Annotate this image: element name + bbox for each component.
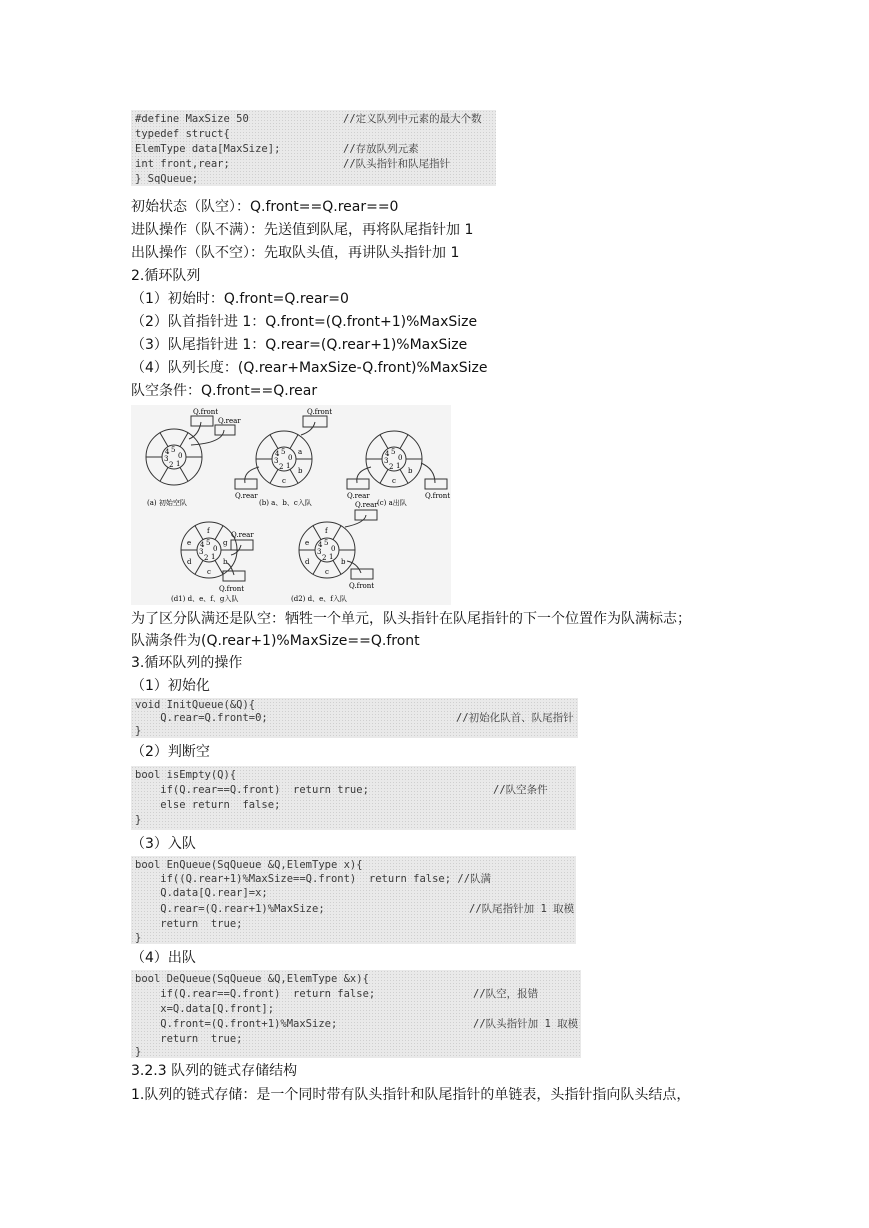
code-line: #define MaxSize 50: [135, 113, 249, 125]
svg-text:3: 3: [274, 457, 279, 465]
code-line: int front,rear;: [135, 158, 230, 170]
code-block-struct: [131, 110, 496, 186]
svg-text:Q.rear: Q.rear: [231, 531, 254, 539]
code-line: bool DeQueue(SqQueue &Q,ElemType &x){: [135, 973, 369, 985]
slot-number: 4: [165, 448, 170, 456]
code-comment: //存放队列元素: [343, 143, 419, 155]
code-line: } SqQueue;: [135, 173, 199, 185]
caption-c: (c) a出队: [377, 499, 407, 507]
code-line: Q.rear=(Q.rear+1)%MaxSize;: [135, 903, 325, 915]
svg-text:2: 2: [389, 463, 394, 471]
heading-dequeue: （4）出队: [131, 950, 196, 966]
front-label: Q.front: [193, 408, 219, 416]
svg-text:3: 3: [317, 548, 322, 556]
svg-text:c: c: [392, 477, 396, 485]
diagram-b: [256, 431, 312, 487]
code-line: return true;: [135, 918, 243, 930]
code-line: Q.rear=Q.front=0;: [135, 712, 268, 724]
text-line-full-condition: 队满条件为(Q.rear+1)%MaxSize==Q.front: [131, 633, 420, 649]
code-comment: //定义队列中元素的最大个数: [343, 113, 482, 125]
slot-number: 2: [169, 461, 174, 469]
code-line: }: [135, 932, 142, 944]
svg-text:Q.rear: Q.rear: [235, 492, 258, 500]
svg-text:b: b: [408, 467, 413, 475]
svg-text:3: 3: [384, 457, 389, 465]
text-line-init-state: 初始状态（队空）：Q.front==Q.rear==0: [131, 199, 399, 215]
code-line: Q.front=(Q.front+1)%MaxSize;: [135, 1018, 338, 1030]
svg-text:1: 1: [286, 462, 291, 470]
code-comment: //队头指针加 1 取模: [473, 1018, 579, 1030]
svg-text:1: 1: [396, 462, 401, 470]
svg-text:2: 2: [322, 554, 327, 562]
svg-text:0: 0: [213, 545, 218, 553]
svg-text:0: 0: [398, 454, 403, 462]
slot-number: 5: [171, 446, 176, 454]
svg-text:g: g: [223, 539, 228, 547]
code-line: return true;: [135, 1033, 243, 1045]
diagram-c: [366, 431, 422, 487]
caption-a: (a) 初始空队: [147, 499, 187, 507]
code-comment: //队尾指针加 1 取模: [469, 903, 575, 915]
svg-text:b: b: [298, 467, 303, 475]
heading-circular-queue: 2.循环队列: [131, 268, 201, 284]
svg-text:Q.front: Q.front: [349, 582, 375, 590]
svg-text:1: 1: [329, 553, 334, 561]
code-block-dequeue: [131, 970, 581, 1058]
svg-text:5: 5: [324, 539, 329, 547]
svg-text:Q.rear: Q.rear: [347, 492, 370, 500]
text-line-enqueue-op: 进队操作（队不满）：先送值到队尾，再将队尾指针加 1: [131, 222, 474, 238]
svg-text:4: 4: [318, 541, 323, 549]
heading-enqueue: （3）入队: [131, 836, 196, 852]
svg-text:3: 3: [199, 548, 204, 556]
heading-is-empty: （2）判断空: [131, 744, 210, 760]
svg-text:Q.front: Q.front: [425, 492, 451, 500]
slot-number: 1: [176, 460, 181, 468]
code-comment: //队空条件: [493, 784, 548, 796]
code-line: }: [135, 725, 142, 737]
svg-text:c: c: [325, 568, 329, 576]
text-line-rear-advance: （3）队尾指针进 1：Q.rear=(Q.rear+1)%MaxSize: [131, 337, 468, 353]
code-line: typedef struct{: [135, 128, 230, 140]
code-comment: //初始化队首、队尾指针: [456, 712, 574, 724]
code-comment: //队空，报错: [473, 988, 539, 1000]
code-block-is-empty: [131, 766, 576, 830]
circular-queue-figure: [131, 405, 451, 605]
code-line: bool isEmpty(Q){: [135, 769, 237, 781]
svg-text:4: 4: [385, 450, 390, 458]
svg-text:c: c: [282, 477, 286, 485]
text-line-init-time: （1）初始时：Q.front=Q.rear=0: [131, 291, 349, 307]
code-block-enqueue: [131, 856, 576, 944]
svg-text:b: b: [223, 558, 228, 566]
svg-text:2: 2: [279, 463, 284, 471]
text-line-empty-condition: 队空条件：Q.front==Q.rear: [131, 383, 318, 399]
svg-text:a: a: [298, 448, 303, 456]
code-line: x=Q.data[Q.front];: [135, 1003, 275, 1015]
code-line: }: [135, 1046, 142, 1058]
code-line: bool EnQueue(SqQueue &Q,ElemType x){: [135, 859, 363, 871]
svg-text:Q.front: Q.front: [307, 408, 333, 416]
svg-text:c: c: [207, 568, 211, 576]
svg-text:5: 5: [281, 448, 286, 456]
svg-text:0: 0: [288, 454, 293, 462]
diagram-d1: [181, 522, 237, 578]
svg-text:e: e: [305, 539, 310, 547]
code-line: ElemType data[MaxSize];: [135, 143, 281, 155]
svg-text:e: e: [187, 539, 192, 547]
heading-init: （1）初始化: [131, 678, 210, 694]
code-line: if(Q.rear==Q.front) return false;: [135, 988, 376, 1000]
text-line-front-advance: （2）队首指针进 1：Q.front=(Q.front+1)%MaxSize: [131, 314, 478, 330]
caption-d2: (d2) d、e、f入队: [291, 595, 347, 603]
diagram-d2: [299, 522, 355, 578]
code-line: else return false;: [135, 799, 281, 811]
svg-text:f: f: [207, 527, 210, 535]
slot-number: 0: [178, 452, 183, 460]
code-line: Q.data[Q.rear]=x;: [135, 887, 268, 899]
section-title-linked-queue: 3.2.3 队列的链式存储结构: [131, 1063, 298, 1079]
text-line-linked-queue-def: 1.队列的链式存储：是一个同时带有队头指针和队尾指针的单链表，头指针指向队头结点，: [131, 1087, 691, 1103]
caption-b: (b) a、b、c入队: [259, 499, 312, 507]
svg-text:4: 4: [275, 450, 280, 458]
svg-text:Q.front: Q.front: [219, 585, 245, 593]
svg-text:d: d: [305, 558, 310, 566]
code-line: }: [135, 814, 142, 826]
svg-text:0: 0: [331, 545, 336, 553]
heading-queue-operations: 3.循环队列的操作: [131, 655, 243, 671]
text-line-dequeue-op: 出队操作（队不空）：先取队头值，再讲队头指针加 1: [131, 245, 460, 261]
text-line-queue-length: （4）队列长度：(Q.rear+MaxSize-Q.front)%MaxSize: [131, 360, 488, 376]
code-block-init: [131, 698, 578, 738]
svg-text:b: b: [341, 558, 346, 566]
text-line-distinguish-full: 为了区分队满还是队空：牺牲一个单元，队头指针在队尾指针的下一个位置作为队满标志；: [131, 611, 691, 627]
svg-text:f: f: [325, 527, 328, 535]
svg-text:2: 2: [204, 554, 209, 562]
code-comment: //队头指针和队尾指针: [343, 158, 451, 170]
svg-text:1: 1: [211, 553, 216, 561]
code-line: void InitQueue(&Q){: [135, 699, 256, 711]
svg-text:5: 5: [206, 539, 211, 547]
code-line: if(Q.rear==Q.front) return true;: [135, 784, 369, 796]
svg-text:Q.rear: Q.rear: [355, 501, 378, 509]
code-line: if((Q.rear+1)%MaxSize==Q.front) return false; //队满: [135, 873, 492, 885]
diagram-a: [146, 429, 202, 485]
slot-number: 3: [164, 455, 169, 463]
svg-text:d: d: [187, 558, 192, 566]
svg-text:5: 5: [391, 448, 396, 456]
rear-label: Q.rear: [218, 417, 241, 425]
svg-text:4: 4: [200, 541, 205, 549]
caption-d1: (d1) d、e、f、g入队: [171, 595, 239, 603]
